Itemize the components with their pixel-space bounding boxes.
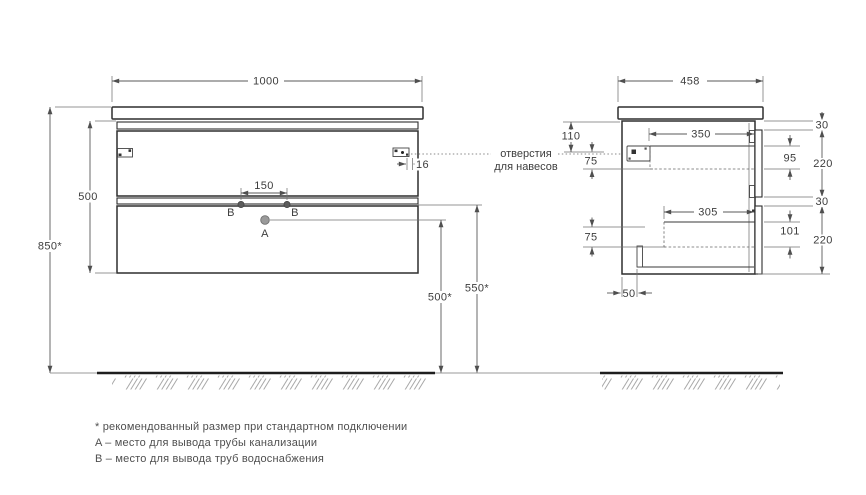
dim-water-outlet-label: 550* — [464, 282, 490, 295]
floor-hatching-side — [602, 376, 780, 390]
hole-a — [261, 216, 270, 225]
top-rail — [117, 122, 418, 129]
lower-drawer-front-edge — [755, 206, 762, 274]
dim-upper-inner-height-label: 95 — [783, 152, 797, 165]
dim-lower-inner-height-label: 101 — [780, 225, 800, 238]
hinge-right-screw-2 — [406, 154, 408, 156]
middle-rail — [117, 198, 418, 204]
dim-hanger-drop-upper-label: 75 — [584, 155, 598, 168]
dim-holes-spacing: 150 — [254, 180, 274, 192]
hanger-hole — [632, 150, 637, 155]
dim-cabinet-height — [74, 121, 116, 273]
dim-cabinet-height-label: 500 — [78, 191, 98, 203]
dim-lower-inner-height — [764, 211, 803, 259]
countertop-front — [112, 107, 423, 119]
label-hole-b-left: B — [227, 207, 235, 219]
countertop-side — [618, 107, 763, 119]
hanger-note — [494, 148, 558, 173]
front-view — [34, 75, 493, 374]
hinge-right-hole — [401, 151, 404, 154]
side-view — [559, 75, 835, 301]
dim-total-height-label: 850* — [37, 240, 63, 253]
dim-drain-outlet-label: 500* — [427, 291, 453, 304]
dim-top-gap-label: 30 — [815, 119, 829, 132]
dim-hanger-drop-lower-label: 75 — [584, 231, 598, 244]
hanger-screw-2 — [645, 148, 647, 150]
dim-hanger-top-offset-label: 110 — [561, 130, 581, 143]
hinge-right-screw — [395, 150, 398, 153]
hanger-note-line2: для навесов — [494, 161, 558, 173]
hinge-left — [118, 149, 133, 158]
dim-lower-drawer-depth-label: 305 — [698, 206, 718, 219]
dim-water-outlet-height — [460, 205, 493, 373]
hinge-right — [393, 148, 409, 157]
drawer-runner-upper — [750, 131, 755, 143]
dim-overall-depth — [618, 75, 763, 103]
label-hole-b-right: B — [291, 207, 299, 219]
dim-bottom-inset-label: 50 — [622, 288, 636, 300]
dim-overall-width — [112, 75, 422, 103]
dim-middle-gap-label: 30 — [815, 196, 829, 208]
hinge-left-screw-2 — [129, 149, 132, 152]
upper-drawer-front-edge — [755, 130, 762, 197]
dim-overall-width-label: 1000 — [252, 75, 280, 88]
floor — [50, 373, 783, 390]
dim-upper-drawer-depth-label: 350 — [691, 128, 711, 141]
hanger-note-line1: отверстия — [500, 148, 552, 160]
footnote-hole-b: B – место для вывода труб водоснабжения — [95, 453, 325, 465]
hinge-left-screw — [119, 154, 122, 157]
footnotes — [95, 421, 407, 465]
dim-drain-outlet-height — [424, 220, 456, 373]
floor-hatching-front — [112, 376, 430, 390]
footnote-recommended-size: * рекомендованный размер при стандартном подключении — [95, 421, 408, 433]
hole-b-right — [284, 201, 290, 207]
hole-b-left — [238, 201, 244, 207]
dim-hanger-top-offset — [559, 122, 620, 152]
hanger-screw — [629, 158, 631, 160]
dim-upper-front-height-label: 220 — [813, 158, 833, 170]
drawer-runner-lower — [750, 186, 755, 198]
dim-upper-inner-height — [764, 135, 800, 180]
bottom-bracket — [637, 246, 643, 267]
dim-chain-right — [758, 112, 835, 274]
footnote-hole-a: A – место для вывода трубы канализации — [95, 437, 318, 449]
hanger-block — [627, 146, 650, 161]
dim-overall-depth-label: 458 — [680, 75, 700, 88]
dim-total-height — [34, 107, 111, 373]
dim-lower-front-height-label: 220 — [813, 234, 833, 247]
label-hole-a: A — [261, 228, 269, 240]
dim-hinge-inset-label: 16 — [416, 159, 430, 171]
